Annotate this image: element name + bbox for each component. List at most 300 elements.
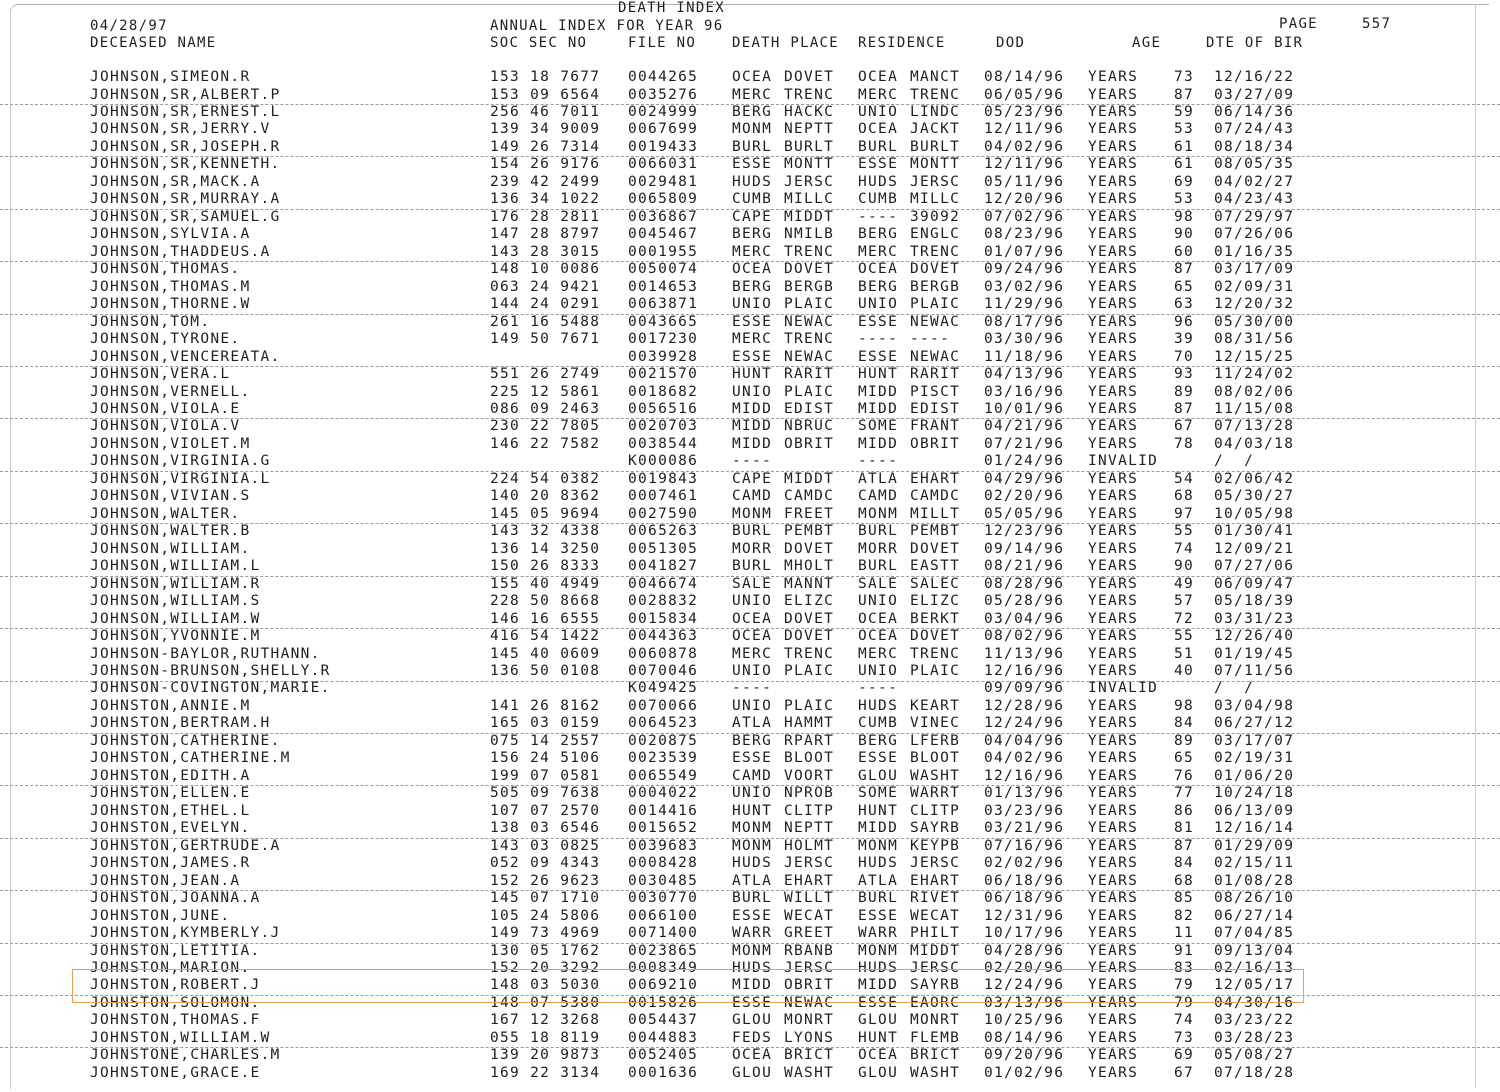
table-row [0, 908, 1500, 926]
table-row [0, 943, 1500, 961]
soc-sec-no: 145 07 1710 [490, 890, 601, 907]
residence-county: HUDS [858, 697, 899, 714]
residence-county: MONM [858, 942, 899, 959]
deceased-name: JOHNSON,TOM. [90, 313, 211, 330]
deceased-name: JOHNSON,SR,ALBERT.P [90, 86, 281, 103]
residence-county: CUMB [858, 715, 899, 732]
table-row [0, 261, 1500, 279]
age-unit: INVALID [1088, 680, 1159, 697]
column-header-residence: RESIDENCE [858, 35, 946, 51]
file-no: 0018682 [628, 383, 699, 400]
file-no: 0023539 [628, 750, 699, 767]
death-place-county: UNIO [732, 785, 773, 802]
table-row [0, 279, 1500, 297]
age-unit: YEARS [1088, 208, 1139, 225]
soc-sec-no: 153 18 7677 [490, 69, 601, 85]
residence-town: PEMBT [910, 523, 961, 540]
deceased-name: JOHNSTON,EDITH.A [90, 767, 251, 784]
age-unit: YEARS [1088, 767, 1139, 784]
deceased-name: JOHNSTON,ROBERT.J [90, 977, 261, 994]
residence-county: BURL [858, 890, 899, 907]
death-place-county: BERG [732, 278, 773, 295]
residence-town: BERGB [910, 278, 961, 295]
column-header-death-place: DEATH PLACE [732, 35, 840, 51]
age-unit: YEARS [1088, 977, 1139, 994]
age-unit: YEARS [1088, 173, 1139, 190]
date-of-death: 10/17/96 [984, 925, 1065, 941]
age-value: 85 [1174, 890, 1195, 907]
age-unit: YEARS [1088, 628, 1139, 644]
date-of-birth: 01/06/20 [1214, 767, 1295, 784]
age-value: 98 [1174, 697, 1195, 714]
file-no: 0030485 [628, 872, 699, 889]
deceased-name: JOHNSON,WALTER.B [90, 523, 251, 540]
death-place-county: MONM [732, 837, 773, 854]
table-row [0, 628, 1500, 646]
table-row [0, 87, 1500, 106]
death-place-town: DOVET [784, 69, 835, 85]
table-row [0, 1030, 1500, 1049]
table-row [0, 296, 1500, 315]
death-place-county: MERC [732, 645, 773, 662]
residence-town: BRICT [910, 1047, 961, 1064]
annual-index-label: ANNUAL INDEX FOR YEAR 96 [490, 18, 724, 34]
age-unit: YEARS [1088, 925, 1139, 941]
column-header-age: AGE [1132, 35, 1162, 51]
soc-sec-no: 146 22 7582 [490, 435, 601, 452]
death-place-town: WECAT [784, 907, 835, 924]
age-value: 61 [1174, 138, 1195, 155]
age-unit: YEARS [1088, 558, 1139, 575]
file-no: 0038544 [628, 435, 699, 452]
age-unit: INVALID [1088, 453, 1159, 470]
death-place-county: HUNT [732, 802, 773, 819]
date-of-birth: 08/26/10 [1214, 890, 1295, 907]
date-of-birth: 04/30/16 [1214, 994, 1295, 1011]
table-row [0, 593, 1500, 611]
death-place-county: OCEA [732, 610, 773, 627]
file-no: 0066100 [628, 907, 699, 924]
soc-sec-no: 256 46 7011 [490, 103, 601, 120]
residence-county: ESSE [858, 313, 899, 330]
death-place-county: BURL [732, 138, 773, 155]
residence-county: ---- [858, 680, 899, 697]
date-of-birth: 07/11/56 [1214, 663, 1295, 679]
death-place-county: HUNT [732, 366, 773, 382]
age-value: 61 [1174, 156, 1195, 173]
deceased-name: JOHNSON-BAYLOR,RUTHANN. [90, 645, 321, 662]
age-value: 67 [1174, 418, 1195, 435]
residence-town: PHILT [910, 925, 961, 941]
death-place-county: CAPE [732, 470, 773, 487]
date-of-birth: 05/18/39 [1214, 593, 1295, 610]
death-place-county: BERG [732, 103, 773, 120]
date-of-death: 12/28/96 [984, 697, 1065, 714]
deceased-name: JOHNSON,WILLIAM. [90, 540, 251, 557]
death-place-town: EDIST [784, 400, 835, 417]
residence-county: GLOU [858, 767, 899, 784]
date-of-birth: 12/05/17 [1214, 977, 1295, 994]
table-row [0, 838, 1500, 856]
age-value: 69 [1174, 1047, 1195, 1064]
date-of-death: 03/21/96 [984, 820, 1065, 837]
residence-town: RIVET [910, 890, 961, 907]
table-row [0, 698, 1500, 716]
date-of-death: 11/18/96 [984, 348, 1065, 365]
file-no: 0039928 [628, 348, 699, 365]
table-row [0, 855, 1500, 873]
file-no: 0008428 [628, 855, 699, 872]
age-unit: YEARS [1088, 103, 1139, 120]
death-place-town: NEWAC [784, 313, 835, 330]
residence-county: BURL [858, 138, 899, 155]
deceased-name: JOHNSTON,JUNE. [90, 907, 231, 924]
age-value: 97 [1174, 505, 1195, 522]
file-no: 0027590 [628, 505, 699, 522]
column-header-dod: DOD [996, 35, 1026, 51]
age-unit: YEARS [1088, 942, 1139, 959]
death-place-town: VOORT [784, 767, 835, 784]
death-place-county: ESSE [732, 348, 773, 365]
residence-town: MONRT [910, 1012, 961, 1029]
soc-sec-no: 143 28 3015 [490, 243, 601, 260]
death-place-county: MONM [732, 505, 773, 522]
date-of-death: 08/23/96 [984, 226, 1065, 243]
date-of-birth: 02/19/31 [1214, 750, 1295, 767]
date-of-birth: / / [1214, 680, 1255, 697]
date-of-birth: 01/08/28 [1214, 872, 1295, 889]
residence-town: BURLT [910, 138, 961, 155]
age-value: 53 [1174, 191, 1195, 208]
age-value: 54 [1174, 470, 1195, 487]
soc-sec-no: 139 34 9009 [490, 121, 601, 138]
date-of-birth: 08/18/34 [1214, 138, 1295, 155]
residence-town: WECAT [910, 907, 961, 924]
deceased-name: JOHNSON,VIRGINIA.L [90, 470, 271, 487]
soc-sec-no: 075 14 2557 [490, 732, 601, 749]
table-row [0, 558, 1500, 577]
age-unit: YEARS [1088, 715, 1139, 732]
death-place-county: WARR [732, 925, 773, 941]
date-of-death: 05/11/96 [984, 173, 1065, 190]
age-value: 76 [1174, 767, 1195, 784]
residence-county: OCEA [858, 610, 899, 627]
residence-county: SALE [858, 575, 899, 592]
death-place-town: PLAIC [784, 663, 835, 679]
date-of-death: 08/02/96 [984, 628, 1065, 644]
death-place-town: ELIZC [784, 593, 835, 610]
file-no: K000086 [628, 453, 699, 470]
date-of-death: 11/13/96 [984, 645, 1065, 662]
residence-town: MONTT [910, 156, 961, 173]
age-unit: YEARS [1088, 418, 1139, 435]
table-row [0, 331, 1500, 349]
residence-county: MIDD [858, 820, 899, 837]
death-place-county: ATLA [732, 872, 773, 889]
date-of-death: 03/30/96 [984, 331, 1065, 347]
file-no: 0024999 [628, 103, 699, 120]
death-place-town: FREET [784, 505, 835, 522]
age-value: 69 [1174, 173, 1195, 190]
deceased-name: JOHNSON,VIVIAN.S [90, 488, 251, 505]
date-of-death: 02/20/96 [984, 488, 1065, 505]
residence-town: LINDC [910, 103, 961, 120]
age-value: 40 [1174, 663, 1195, 679]
death-place-town: DOVET [784, 261, 835, 278]
file-no: 0065809 [628, 191, 699, 208]
death-place-county: BURL [732, 523, 773, 540]
death-place-county: UNIO [732, 663, 773, 679]
residence-county: GLOU [858, 1012, 899, 1029]
deceased-name: JOHNSTON,WILLIAM.W [90, 1029, 271, 1046]
table-row [0, 471, 1500, 489]
residence-town: CLITP [910, 802, 961, 819]
soc-sec-no: 165 03 0159 [490, 715, 601, 732]
table-row [0, 401, 1500, 420]
residence-county: HUDS [858, 855, 899, 872]
soc-sec-no: 143 32 4338 [490, 523, 601, 540]
soc-sec-no: 141 26 8162 [490, 697, 601, 714]
file-no: 0070046 [628, 663, 699, 679]
date-of-death: 12/11/96 [984, 121, 1065, 138]
table-row [0, 1012, 1500, 1030]
residence-town: ---- [910, 331, 951, 347]
table-row [0, 541, 1500, 559]
residence-town: JERSC [910, 855, 961, 872]
table-row [0, 785, 1500, 803]
death-place-town: MILLC [784, 191, 835, 208]
death-place-town: LYONS [784, 1029, 835, 1046]
age-value: 51 [1174, 645, 1195, 662]
date-of-birth: 05/30/00 [1214, 313, 1295, 330]
age-value: 93 [1174, 366, 1195, 382]
table-row [0, 349, 1500, 368]
death-place-town: TRENC [784, 243, 835, 260]
deceased-name: JOHNSON,YVONNIE.M [90, 628, 261, 644]
death-place-town: BLOOT [784, 750, 835, 767]
file-no: K049425 [628, 680, 699, 697]
death-place-county: UNIO [732, 697, 773, 714]
age-value: 86 [1174, 802, 1195, 819]
date-of-death: 03/04/96 [984, 610, 1065, 627]
age-unit: YEARS [1088, 855, 1139, 872]
deceased-name: JOHNSON,VERA.L [90, 366, 231, 382]
deceased-name: JOHNSON,THADDEUS.A [90, 243, 271, 260]
file-no: 0036867 [628, 208, 699, 225]
residence-county: ---- [858, 331, 899, 347]
residence-county: ---- [858, 208, 899, 225]
age-unit: YEARS [1088, 121, 1139, 138]
date-of-birth: 07/13/28 [1214, 418, 1295, 435]
residence-town: WARRT [910, 785, 961, 802]
residence-town: WASHT [910, 767, 961, 784]
date-of-birth: 12/20/32 [1214, 296, 1295, 313]
table-row [0, 523, 1500, 541]
death-place-town: RBANB [784, 942, 835, 959]
age-unit: YEARS [1088, 907, 1139, 924]
residence-town: KEART [910, 697, 961, 714]
table-row [0, 226, 1500, 244]
death-place-county: MIDD [732, 435, 773, 452]
date-of-death: 12/11/96 [984, 156, 1065, 173]
deceased-name: JOHNSON-COVINGTON,MARIE. [90, 680, 331, 697]
file-no: 0007461 [628, 488, 699, 505]
death-place-town: OBRIT [784, 435, 835, 452]
residence-town: EHART [910, 872, 961, 889]
death-place-town: NBRUC [784, 418, 835, 435]
death-place-town: MONRT [784, 1012, 835, 1029]
date-of-death: 08/14/96 [984, 1029, 1065, 1046]
date-of-birth: 01/16/35 [1214, 243, 1295, 260]
death-place-county: HUDS [732, 960, 773, 976]
file-no: 0039683 [628, 837, 699, 854]
file-no: 0060878 [628, 645, 699, 662]
date-of-birth: 02/06/42 [1214, 470, 1295, 487]
age-unit: YEARS [1088, 138, 1139, 155]
age-value: 84 [1174, 715, 1195, 732]
table-row [0, 803, 1500, 821]
table-row [0, 139, 1500, 158]
age-unit: YEARS [1088, 837, 1139, 854]
death-place-county: CAPE [732, 208, 773, 225]
residence-town: NEWAC [910, 348, 961, 365]
date-of-birth: 06/27/14 [1214, 907, 1295, 924]
age-value: 89 [1174, 732, 1195, 749]
date-of-death: 09/09/96 [984, 680, 1065, 697]
soc-sec-no: 149 73 4969 [490, 925, 601, 941]
age-unit: YEARS [1088, 663, 1139, 679]
death-place-town: TRENC [784, 331, 835, 347]
death-place-county: MIDD [732, 400, 773, 417]
file-no: 0065263 [628, 523, 699, 540]
age-unit: YEARS [1088, 435, 1139, 452]
death-place-town: CAMDC [784, 488, 835, 505]
age-value: 73 [1174, 1029, 1195, 1046]
file-no: 0020875 [628, 732, 699, 749]
deceased-name: JOHNSTON,ELLEN.E [90, 785, 251, 802]
date-of-birth: 02/16/13 [1214, 960, 1295, 976]
age-unit: YEARS [1088, 593, 1139, 610]
death-place-county: MERC [732, 331, 773, 347]
deceased-name: JOHNSON,VIOLA.E [90, 400, 241, 417]
soc-sec-no: 149 50 7671 [490, 331, 601, 347]
soc-sec-no: 105 24 5806 [490, 907, 601, 924]
death-place-town: DOVET [784, 628, 835, 644]
age-unit: YEARS [1088, 226, 1139, 243]
age-unit: YEARS [1088, 366, 1139, 382]
table-row [0, 750, 1500, 768]
age-value: 55 [1174, 523, 1195, 540]
age-unit: YEARS [1088, 750, 1139, 767]
date-of-birth: 07/18/28 [1214, 1064, 1295, 1081]
age-value: 59 [1174, 103, 1195, 120]
age-value: 87 [1174, 86, 1195, 103]
date-of-birth: 12/16/22 [1214, 69, 1295, 85]
date-of-death: 01/07/96 [984, 243, 1065, 260]
table-row [0, 663, 1500, 682]
residence-town: SAYRB [910, 820, 961, 837]
file-no: 0001955 [628, 243, 699, 260]
date-of-birth: 12/26/40 [1214, 628, 1295, 644]
residence-county: MERC [858, 645, 899, 662]
soc-sec-no: 156 24 5106 [490, 750, 601, 767]
table-row [0, 453, 1500, 472]
age-value: 53 [1174, 121, 1195, 138]
death-place-town: NEWAC [784, 348, 835, 365]
date-of-birth: 06/27/12 [1214, 715, 1295, 732]
date-of-death: 02/20/96 [984, 960, 1065, 976]
age-unit: YEARS [1088, 313, 1139, 330]
death-place-town: BURLT [784, 138, 835, 155]
file-no: 0017230 [628, 331, 699, 347]
residence-town: DOVET [910, 261, 961, 278]
deceased-name: JOHNSON,SYLVIA.A [90, 226, 251, 243]
residence-town: ELIZC [910, 593, 961, 610]
residence-town: EDIST [910, 400, 961, 417]
residence-county: WARR [858, 925, 899, 941]
death-place-county: MONM [732, 820, 773, 837]
death-place-town: RARIT [784, 366, 835, 382]
death-place-county: OCEA [732, 69, 773, 85]
age-unit: YEARS [1088, 890, 1139, 907]
death-place-town: NEPTT [784, 121, 835, 138]
age-value: 96 [1174, 313, 1195, 330]
soc-sec-no: 086 09 2463 [490, 400, 601, 417]
file-no: 0045467 [628, 226, 699, 243]
file-no: 0019433 [628, 138, 699, 155]
soc-sec-no: 136 34 1022 [490, 191, 601, 208]
deceased-name: JOHNSON,WILLIAM.W [90, 610, 261, 627]
date-of-birth: 04/23/43 [1214, 191, 1295, 208]
deceased-name: JOHNSON,SR,MACK.A [90, 173, 261, 190]
residence-town: MIDDT [910, 942, 961, 959]
date-of-death: 03/16/96 [984, 383, 1065, 400]
date-of-death: 05/28/96 [984, 593, 1065, 610]
date-of-birth: 05/30/27 [1214, 488, 1295, 505]
residence-county: OCEA [858, 1047, 899, 1064]
age-value: 90 [1174, 558, 1195, 575]
death-place-county: ESSE [732, 994, 773, 1011]
age-unit: YEARS [1088, 645, 1139, 662]
deceased-name: JOHNSTON,SOLOMON. [90, 994, 261, 1011]
residence-town: RARIT [910, 366, 961, 382]
residence-county: UNIO [858, 103, 899, 120]
residence-town: TRENC [910, 645, 961, 662]
file-no: 0052405 [628, 1047, 699, 1064]
soc-sec-no: 505 09 7638 [490, 785, 601, 802]
date-of-birth: 07/26/06 [1214, 226, 1295, 243]
table-row [0, 1047, 1500, 1065]
file-no: 0019843 [628, 470, 699, 487]
age-value: 73 [1174, 69, 1195, 85]
table-row [0, 174, 1500, 192]
file-no: 0044883 [628, 1029, 699, 1046]
residence-town: PLAIC [910, 296, 961, 313]
date-of-death: 08/28/96 [984, 575, 1065, 592]
deceased-name: JOHNSON,WALTER. [90, 505, 241, 522]
residence-county: UNIO [858, 663, 899, 679]
table-row [0, 1065, 1500, 1083]
residence-county: HUNT [858, 1029, 899, 1046]
soc-sec-no: 149 26 7314 [490, 138, 601, 155]
table-row [0, 768, 1500, 787]
residence-town: EHART [910, 470, 961, 487]
age-unit: YEARS [1088, 296, 1139, 313]
residence-county: HUDS [858, 960, 899, 976]
age-unit: YEARS [1088, 697, 1139, 714]
death-place-county: MERC [732, 86, 773, 103]
age-unit: YEARS [1088, 383, 1139, 400]
